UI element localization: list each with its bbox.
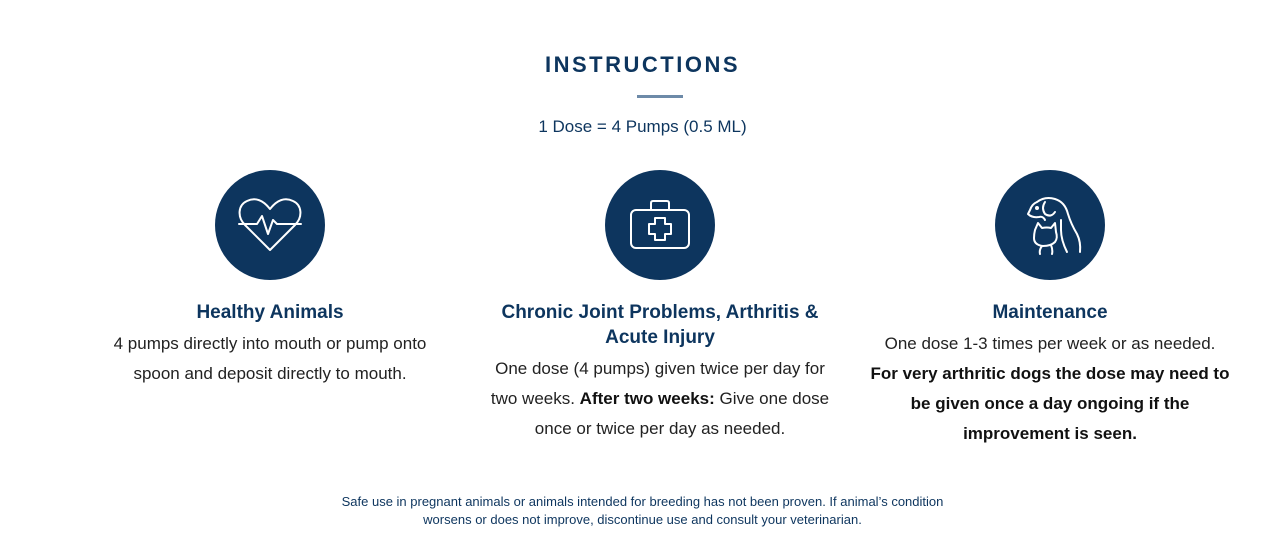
disclaimer-line-1: Safe use in pregnant animals or animals intended for breeding has not been proven. If animal’s condition [341, 494, 944, 509]
disclaimer-line-2: worsens or does not improve, discontinue use and consult your veterinarian. [423, 512, 862, 527]
column-title: Maintenance [992, 302, 1108, 323]
heart-pulse-icon [215, 170, 325, 280]
column-text [870, 329, 1230, 449]
instruction-maintenance [870, 170, 1230, 449]
column-title: Chronic Joint Problems, Arthritis & Acute Injury [501, 302, 819, 348]
first-aid-kit-icon [605, 170, 715, 280]
text-bold: For very arthritic dogs the dose may need to be given once a day ongoing if the improvement is seen. [870, 364, 1230, 443]
instruction-chronic-joint [480, 170, 840, 444]
safety-disclaimer [0, 493, 1285, 529]
dog-cat-icon [995, 170, 1105, 280]
text-plain: One dose 1-3 times per week or as needed. [884, 334, 1216, 353]
column-title: Healthy Animals [196, 302, 344, 323]
text-end: Give one dose once or twice per day as needed. [534, 389, 830, 438]
text-bold: After two weeks: [579, 389, 715, 408]
dose-note: 1 Dose = 4 Pumps (0.5 ML) [538, 117, 747, 136]
column-text [480, 354, 840, 444]
text-start: One dose (4 pumps) given twice per day for two weeks. [490, 359, 825, 408]
title-divider [637, 95, 683, 98]
column-text: 4 pumps directly into mouth or pump onto spoon and deposit directly to mouth. [113, 334, 427, 383]
instruction-healthy-animals [90, 170, 450, 389]
section-title: INSTRUCTIONS [545, 52, 740, 77]
